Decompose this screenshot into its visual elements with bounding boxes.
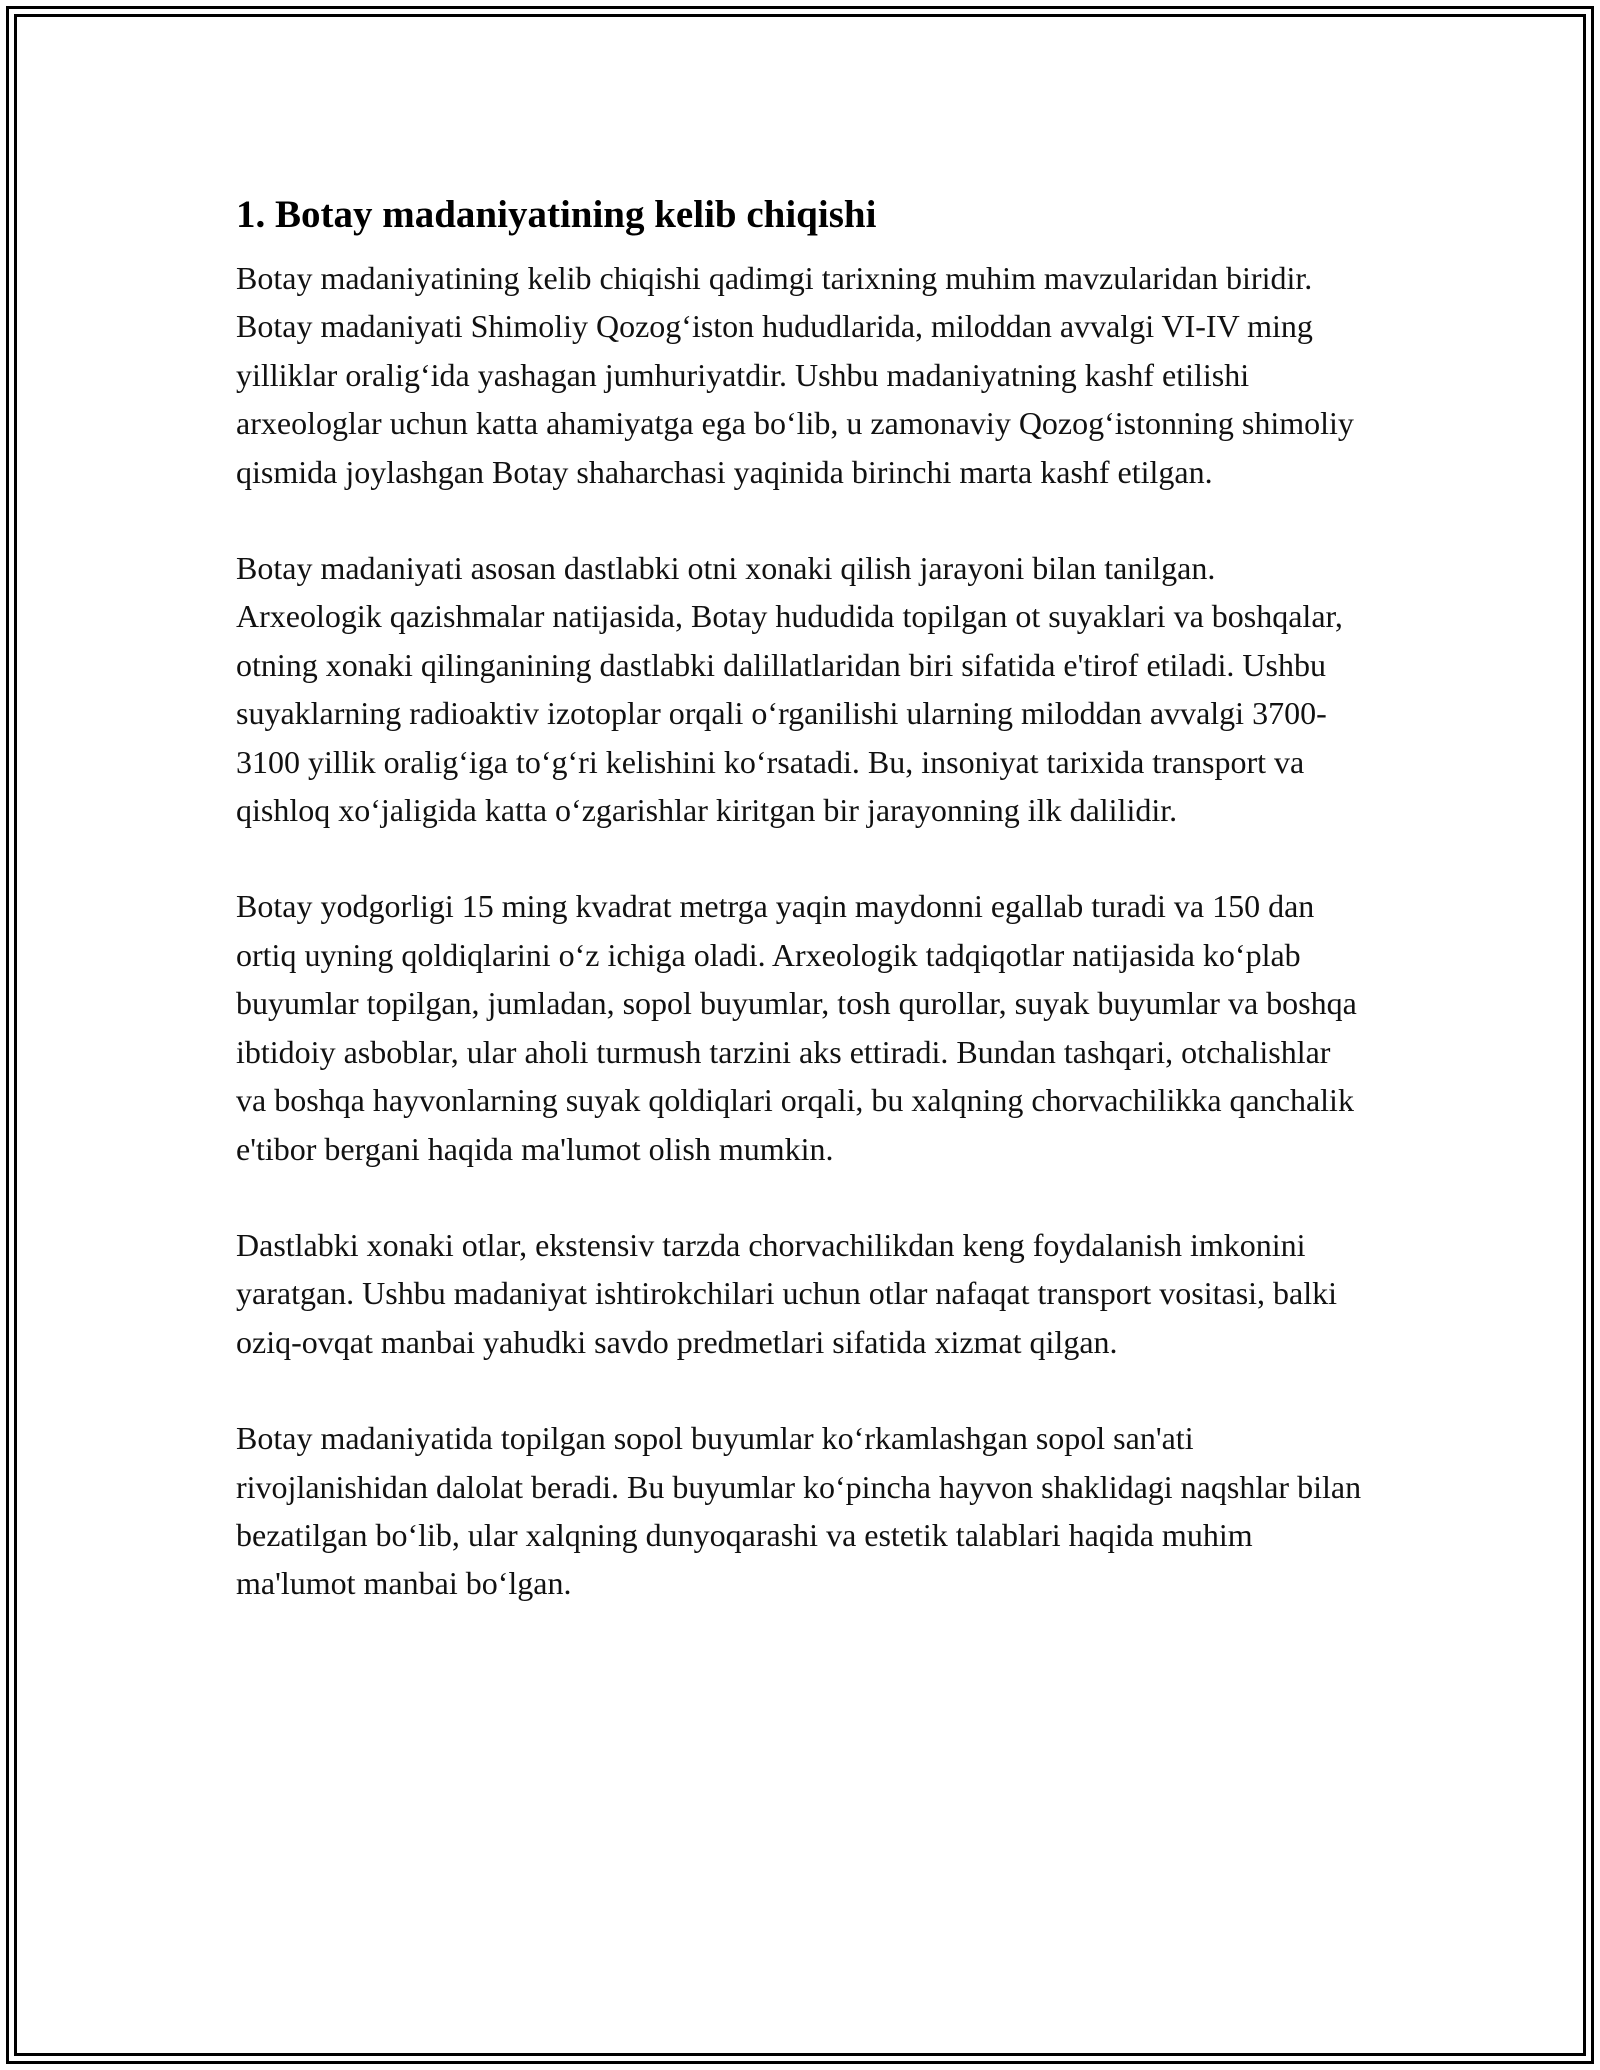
paragraph-pottery: Botay madaniyatida topilgan sopol buyumlar ko‘rkamlashgan sopol san'ati rivojlanishidan dalolat beradi. Bu buyumlar ko‘pincha hayvon shaklidagi naqshlar bilan bezatilgan bo‘lib, ular xalqning dunyoqarashi va estetik talablari haqida muhim ma'lumot manbai bo‘lgan. (236, 1420, 1362, 1602)
paragraph-livestock: Dastlabki xonaki otlar, ekstensiv tarzda chorvachilikdan keng foydalanish imkonini yaratgan. Ushbu madaniyat ishtirokchilari uchun otlar nafaqat transport vositasi, balki oziq-ovqat manbai yahudki savdo predmetlari sifatida xizmat qilgan. (236, 1226, 1338, 1360)
section-heading: 1. Botay madaniyatining kelib chiqishi (236, 193, 877, 236)
paragraph-settlement: Botay yodgorligi 15 ming kvadrat metrga yaqin maydonni egallab turadi va 150 dan ortiq uyning qoldiqlarini o‘z ichiga oladi. Arxeologik tadqiqotlar natijasida ko‘plab buyumlar topilgan, jumladan, sopol buyumlar, tosh qurollar, suyak buyumlar va boshqa ibtidoiy asboblar, ular aholi turmush tarzini aks ettiradi. Bundan tashqari, otchalishlar va boshqa hayvonlarning suyak qoldiqlari orqali, bu xalqning chorvachilikka qanchalik e'tibor bergani haqida ma'lumot olish mumkin. (236, 888, 1357, 1167)
document-body (236, 186, 1366, 1656)
paragraph-horse-domestication: Botay madaniyati asosan dastlabki otni xonaki qilish jarayoni bilan tanilgan. Arxeologik qazishmalar natijasida, Botay hududida topilgan ot suyaklari va boshqalar, otning xonaki qilinganining dastlabki dalillatlaridan biri sifatida e'tirof etiladi. Ushbu suyaklarning radioaktiv izotoplar orqali o‘rganilishi ularning miloddan avvalgi 3700-3100 yillik oralig‘iga to‘g‘ri kelishini ko‘rsatadi. Bu, insoniyat tarixida transport va qishloq xo‘jaligida katta o‘zgarishlar kiritgan bir jarayonning ilk dalilidir. (236, 550, 1343, 829)
paragraph-origin: Botay madaniyatining kelib chiqishi qadimgi tarixning muhim mavzularidan biridir. Botay madaniyati Shimoliy Qozog‘iston hududlarida, miloddan avvalgi VI-IV ming yilliklar oralig‘ida yashagan jumhuriyatdir. Ushbu madaniyatning kashf etilishi arxeologlar uchun katta ahamiyatga ega bo‘lib, u zamonaviy Qozog‘istonning shimoliy qismida joylashgan Botay shaharchasi yaqinida birinchi marta kashf etilgan. (236, 260, 1354, 490)
